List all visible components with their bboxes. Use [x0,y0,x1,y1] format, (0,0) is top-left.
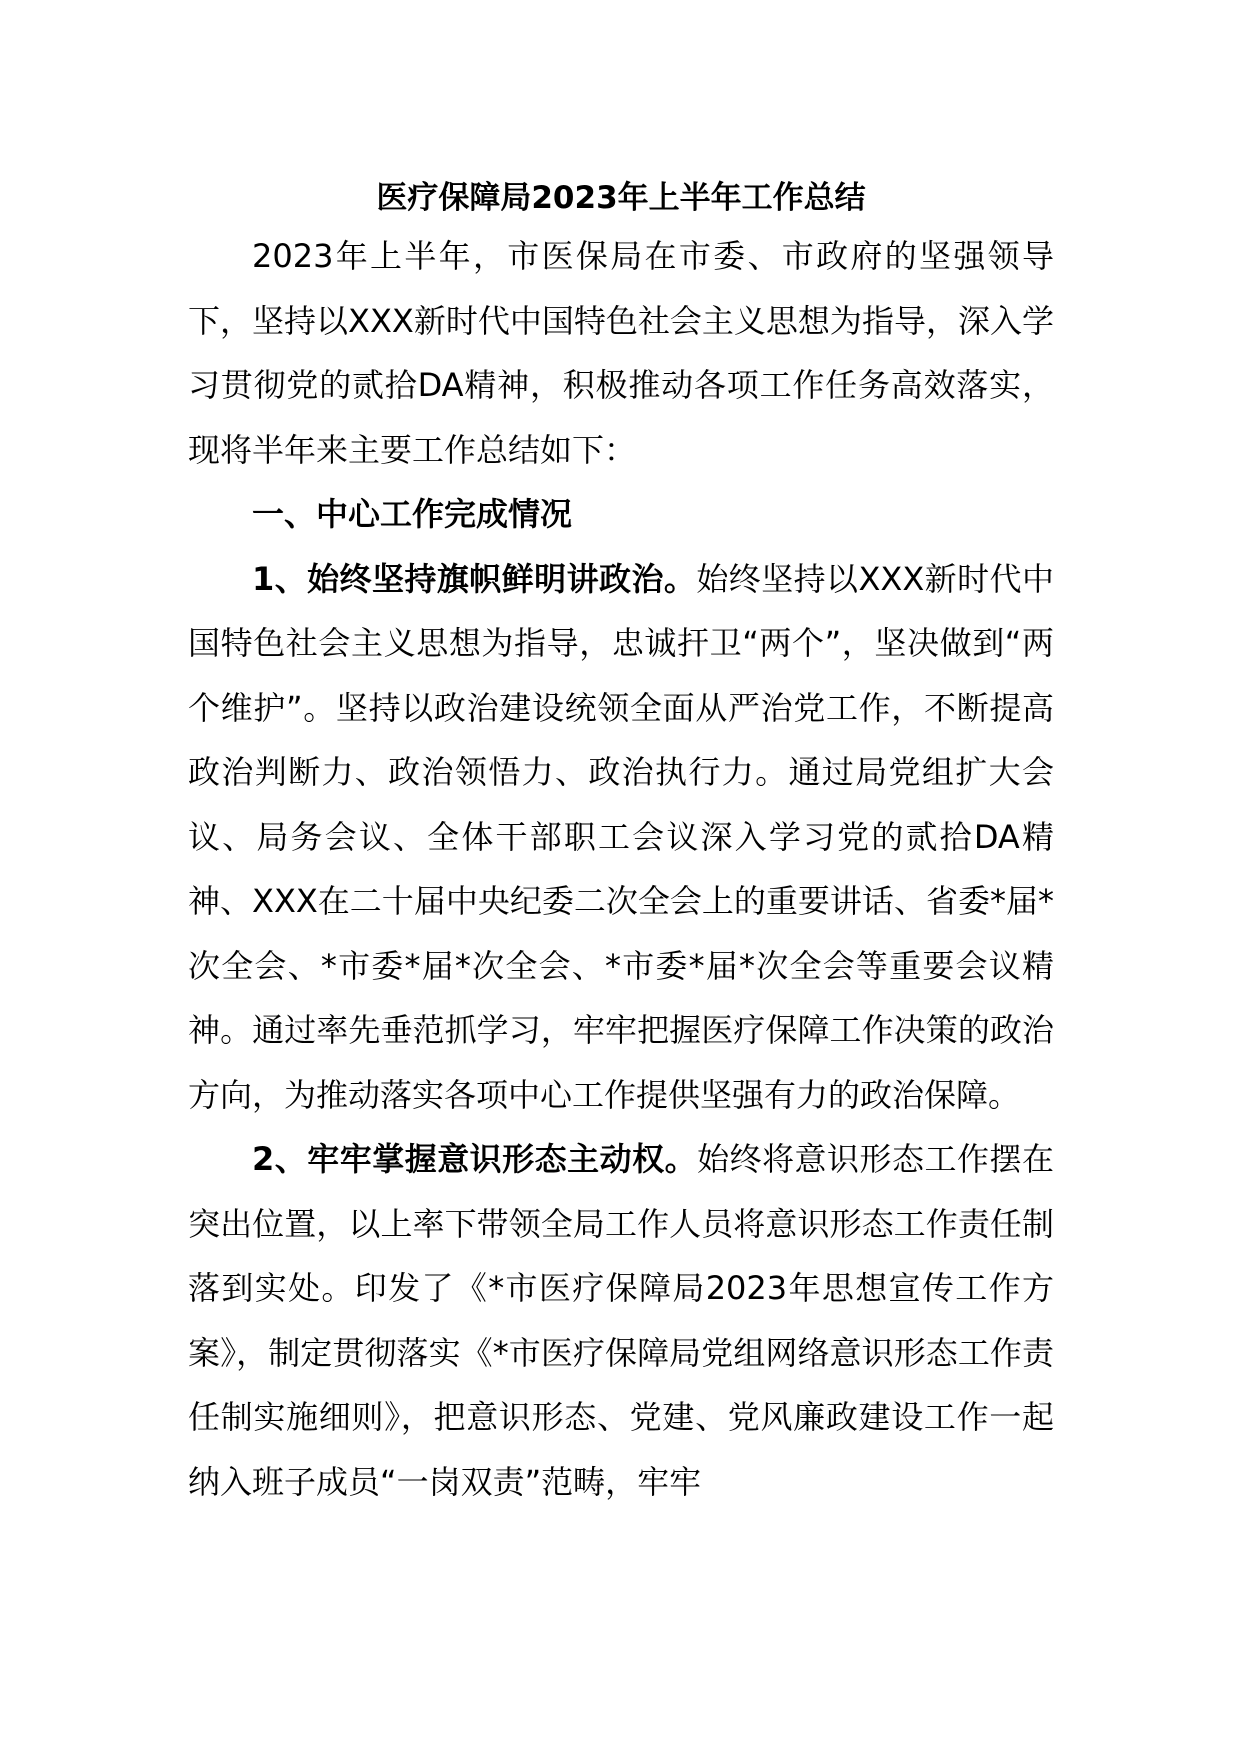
section-heading-1: 一、中心工作完成情况 [252,495,573,533]
item-1-lead: 1、始终坚持旗帜鲜明讲政治。 [252,559,697,598]
item-2-body: 始终将意识形态工作摆在突出位置，以上率下带领全局工作人员将意识形态工作责任制落到实处。印发了《*市医疗保障局2023年思想宣传工作方案》，制定贯彻落实《*市医疗保障局党组网络意识形态工作责任制实施细则》，把意识形态、党建、党风廉政建设工作一起纳入班子成员“一岗双责”范畴，牢牢 [188,1140,1054,1501]
document-body [188,172,1054,1514]
item-2-paragraph [188,1127,1054,1514]
intro-paragraph: 2023年上半年，市医保局在市委、市政府的坚强领导下，坚持以XXX新时代中国特色社会主义思想为指导，深入学习贯彻党的贰拾DA精神，积极推动各项工作任务高效落实，现将半年来主要工作总结如下： [188,237,1054,469]
document-title: 医疗保障局2023年上半年工作总结 [376,180,866,216]
item-2-lead: 2、牢牢掌握意识形态主动权。 [252,1140,698,1178]
item-1-body: 始终坚持以XXX新时代中国特色社会主义思想为指导，忠诚扞卫“两个”，坚决做到“两个维护”。坚持以政治建设统领全面从严治党工作，不断提高政治判断力、政治领悟力、政治执行力。通过局党组扩大会议、局务会议、全体干部职工会议深入学习党的贰拾DA精神、XXX在二十届中央纪委二次全会上的重要讲话、省委*届*次全会、*市委*届*次全会、*市委*届*次全会等重要会议精神。通过率先垂范抓学习，牢牢把握医疗保障工作决策的政治方向，为推动落实各项中心工作提供坚强有力的政治保障。 [188,559,1054,1114]
item-1-paragraph [188,547,1054,1128]
